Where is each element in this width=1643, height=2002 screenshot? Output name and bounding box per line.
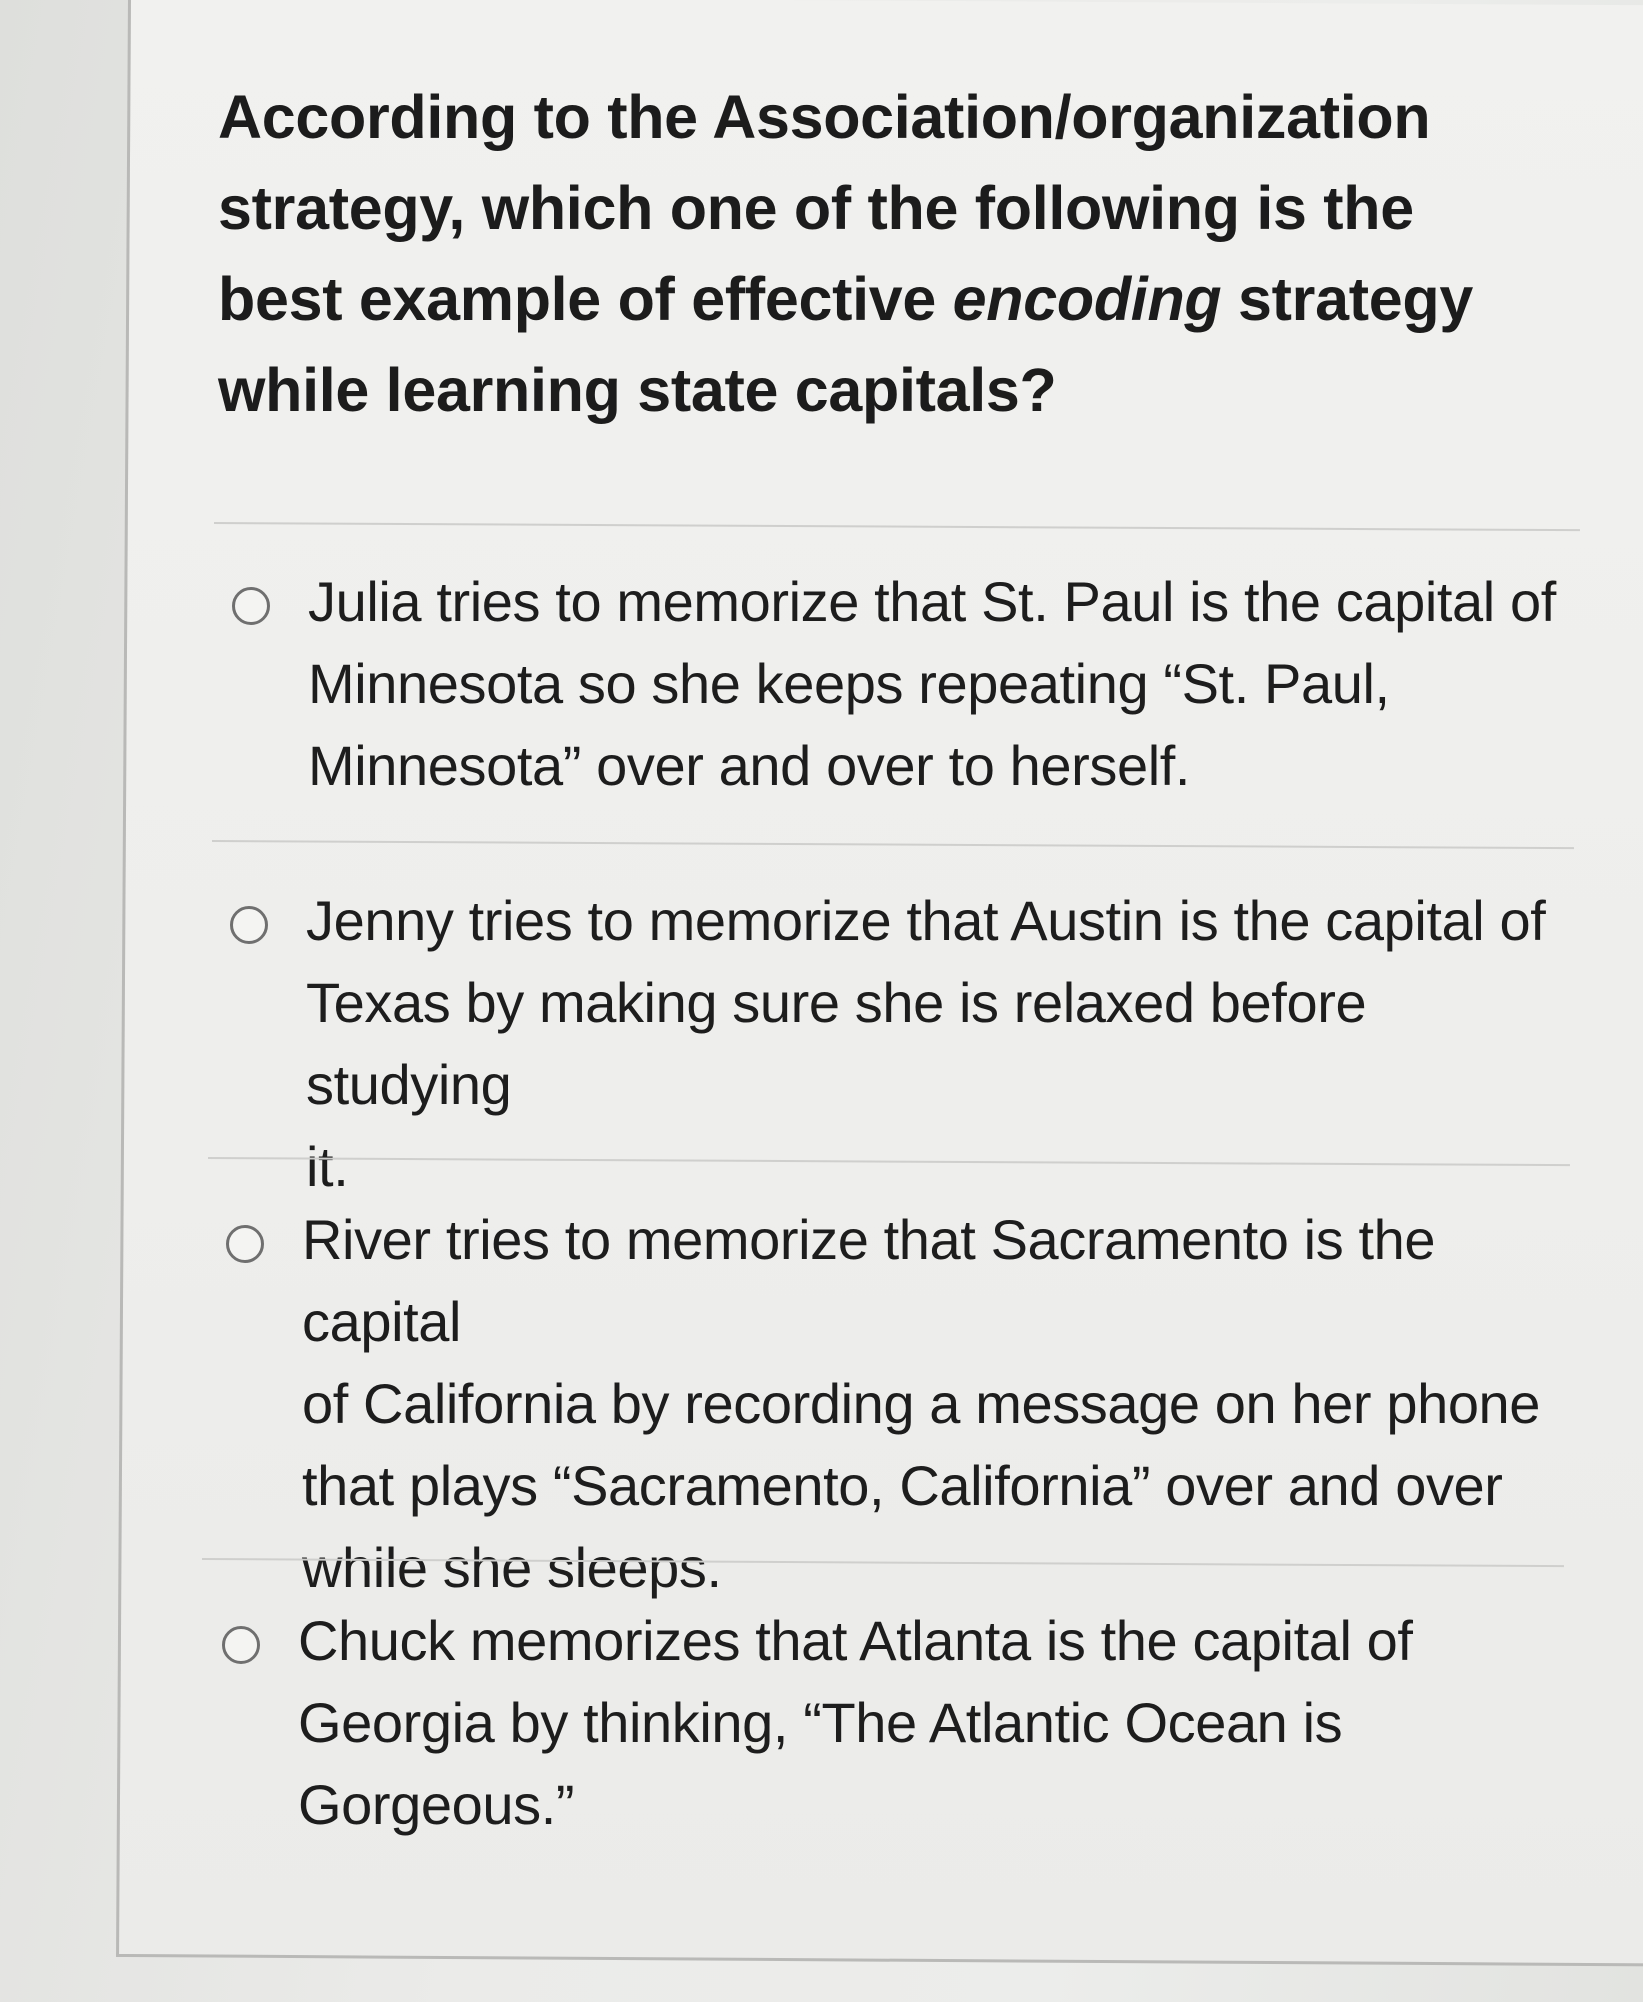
option-line: Minnesota so she keeps repeating “St. Paul, (308, 652, 1390, 715)
option-line: Texas by making sure she is relaxed before studying (306, 971, 1367, 1116)
option-line: Minnesota” over and over to herself. (308, 734, 1191, 797)
question-text-start: According to the Association/organization strategy, which one of the following is the best example of effective (218, 83, 1431, 333)
question-text-end: strategy while learning state capitals? (218, 265, 1473, 424)
radio-button-icon[interactable] (222, 1626, 260, 1664)
answer-option-jenny[interactable] (230, 889, 1570, 1198)
option-line: Julia tries to memorize that St. Paul is the capital of (308, 570, 1556, 633)
option-line: that plays “Sacramento, California” over and over (302, 1454, 1503, 1517)
option-line: Gorgeous.” (298, 1773, 575, 1836)
answer-option-river[interactable] (226, 1208, 1596, 1599)
option-line: it. (306, 1135, 349, 1198)
option-line: Jenny tries to memorize that Austin is the capital of (306, 889, 1546, 952)
option-line: Chuck memorizes that Atlanta is the capital of (298, 1609, 1413, 1672)
radio-button-icon[interactable] (232, 587, 270, 625)
option-line: of California by recording a message on her phone (302, 1372, 1541, 1435)
option-line: River tries to memorize that Sacramento is the capital (302, 1208, 1436, 1353)
radio-button-icon[interactable] (226, 1225, 264, 1263)
answer-option-label (298, 1600, 1413, 1846)
answer-option-label (308, 561, 1556, 807)
option-line: while she sleeps. (302, 1536, 722, 1599)
answer-option-chuck[interactable] (222, 1609, 1562, 1842)
option-line: Georgia by thinking, “The Atlantic Ocean is (298, 1691, 1343, 1754)
question-emphasis: encoding (952, 265, 1222, 333)
radio-button-icon[interactable] (230, 906, 268, 944)
answer-option-label (302, 1199, 1596, 1609)
question-text (218, 72, 1548, 436)
answer-option-julia[interactable] (232, 570, 1572, 803)
